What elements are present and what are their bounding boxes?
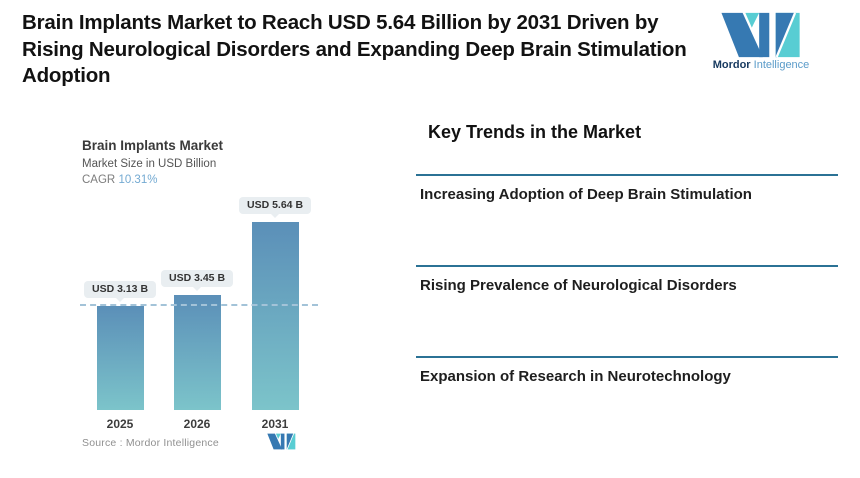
bar-2031 (252, 222, 299, 410)
bar-value-pill: USD 5.64 B (239, 197, 311, 214)
trend-item (416, 356, 838, 385)
chart-header (82, 138, 223, 190)
trend-divider (416, 356, 838, 358)
mordor-intelligence-logo-small-icon (267, 433, 296, 450)
cagr-value: 10.31% (118, 174, 158, 186)
x-axis-label: 2025 (106, 417, 134, 431)
x-axis-label: 2031 (261, 417, 289, 431)
bar-value-pill: USD 3.45 B (161, 270, 233, 287)
x-axis-label: 2026 (183, 417, 211, 431)
brand-name-light: Intelligence (753, 59, 810, 71)
bar-value-pill: USD 3.13 B (84, 281, 156, 298)
trend-label: Increasing Adoption of Deep Brain Stimulation (420, 186, 752, 203)
reference-dashed-line (80, 304, 318, 306)
bar-2026 (174, 295, 221, 410)
page-title: Brain Implants Market to Reach USD 5.64 Billion by 2031 Driven by Rising Neurological Disorders and Expanding Deep Brain Stimulation Adoption (22, 11, 687, 88)
trend-item (416, 265, 838, 294)
chart-subtitle: Market Size in USD Billion (82, 158, 217, 170)
brand-name-bold: Mordor (712, 59, 751, 71)
chart-title: Brain Implants Market (82, 138, 224, 153)
trend-label: Expansion of Research in Neurotechnology (420, 368, 731, 385)
trend-divider (416, 174, 838, 176)
mordor-intelligence-logo (700, 12, 822, 71)
cagr-label: CAGR (82, 174, 116, 186)
mordor-intelligence-wordmark (700, 59, 822, 71)
mordor-intelligence-logo-icon (720, 12, 802, 58)
key-trends-heading: Key Trends in the Market (428, 122, 642, 142)
trend-item (416, 174, 838, 203)
bar-chart (75, 195, 325, 431)
trend-divider (416, 265, 838, 267)
chart-source: Source : Mordor Intelligence (82, 437, 219, 449)
trend-label: Rising Prevalence of Neurological Disorders (420, 277, 737, 294)
chart-cagr (82, 174, 223, 186)
bar-2025 (97, 306, 144, 410)
